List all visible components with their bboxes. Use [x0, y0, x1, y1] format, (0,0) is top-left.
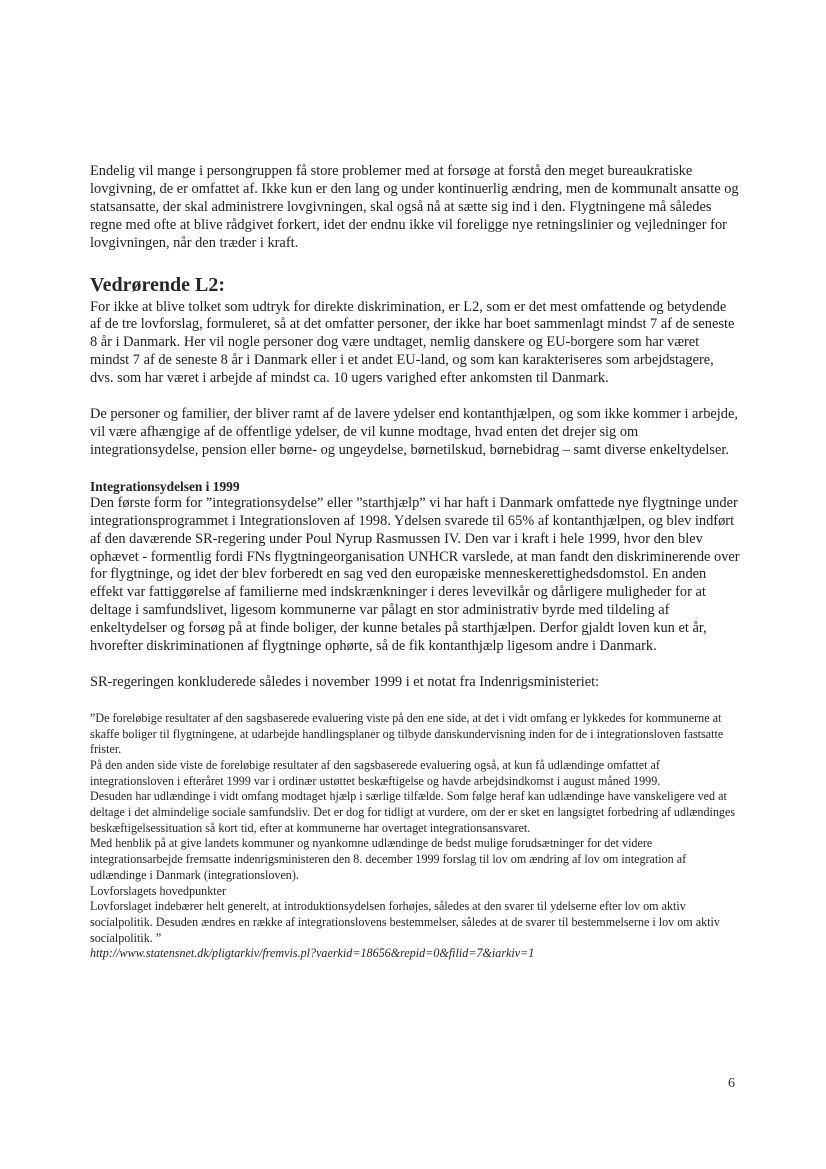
quote-line: ”De foreløbige resultater af den sagsbaserede evaluering viste på den ene side, at det i vidt omfang er lykkedes for kommunerne at skaffe boliger til flygtningene, at udarbejde handlingsplaner og tilbyde danskundervisning inden for de i integrationsloven fastsatte frister.	[90, 710, 724, 757]
section-paragraph-2: De personer og familier, der bliver ramt af de lavere ydelser end kontanthjælpen, og som ikke kommer i arbejde, vil være afhængige af de offentlige ydelser, de vil kunne modtage, hvad enten det drejer sig om integrationsydelse, pension eller børne- og ungeydelse, børnetilskud, børnebidrag – samt diverse enkeltydelser.	[90, 406, 738, 458]
block-quote	[90, 711, 740, 962]
quote-line: Lovforslaget indebærer helt generelt, at introduktionsydelsen forhøjes, således at den svarer til ydelserne efter lov om aktiv socialpolitik. Desuden ændres en række af integrationslovens bestemmelser, således at de svarer til bestemmelserne i lov om aktiv socialpolitik. ”	[90, 899, 720, 945]
source-url-link[interactable]: http://www.statensnet.dk/pligtarkiv/fremvis.pl?vaerkid=18656&repid=0&filid=7&iarkiv=1	[90, 946, 535, 961]
quote-line: Lovforslagets hovedpunkter	[90, 883, 227, 898]
quote-line: Desuden har udlændinge i vidt omfang modtaget hjælp i særlige tilfælde. Som følge heraf kan udlændinge have vanskeligere ved at deltage i det almindelige sociale samfundsliv. Det er dog for tidligt at vurdere, om der er sket en langsigtet forbedring af udlændinges beskæftigelsessituation så kort tid, efter at kommunerne har overtaget integrationsansvaret.	[90, 789, 736, 835]
subheading: Integrationsydelsen i 1999	[90, 478, 240, 494]
quote-line: På den anden side viste de foreløbige resultater af den sagsbaserede evaluering også, at kun få udlændinge omfattet af integrationsloven i efteråret 1999 var i ordinær ustøttet beskæftigelse og havde arbejdsindkomst i august måned 1999.	[90, 757, 661, 788]
page-content	[90, 163, 740, 962]
page-number: 6	[728, 1076, 735, 1091]
subsection-paragraph: Den første form for ”integrationsydelse” eller ”starthjælp” vi har haft i Danmark omfattede nye flygtninge under integrationsprogrammet i Integrationsloven af 1998. Ydelsen svarede til 65% af kontanthjælpen, og blev indført af den daværende SR-regering under Poul Nyrup Rasmussen IV. Den var i kraft i hele 1999, hvor den blev ophævet - formentlig fordi FNs flygtningeorganisation UNHCR varslede, at man fandt den diskriminerende over for flygtninge, og idet der blev forberedt en sag ved den europæiske menneskerettighedsdomstol. En anden effekt var fattiggørelse af familierne med indskrænkninger i deres levevilkår og dårligere muligheder for at deltage i samfundslivet, ligesom kommunerne var pålagt en stor administrativ byrde med tildeling af enkeltydelser og forsøg på at finde boliger, der kunne betales på starthjælpen. Derfor gjaldt loven kun et år, hvorefter diskriminationen af flygtninge ophørte, så de fik kontanthjælp ligesom andre i Danmark.	[90, 494, 740, 655]
intro-paragraph: Endelig vil mange i persongruppen få store problemer med at forsøge at forstå den meget bureaukratiske lovgivning, de er omfattet af. Ikke kun er den lang og under kontinuerlig ændring, men de kommunalt ansatte og statsansatte, der skal administrere lovgivningen, skal også nå at sætte sig ind i den. Flygtningene må således regne med ofte at blive rådgivet forkert, idet der endnu ikke vil foreligge nye retningslinier og vejledninger for lovgivningen, når den træder i kraft.	[90, 163, 739, 251]
conclusion-paragraph: SR-regeringen konkluderede således i november 1999 i et notat fra Indenrigsministeriet:	[90, 673, 600, 690]
section-paragraph-1: For ikke at blive tolket som udtryk for direkte diskrimination, er L2, som er det mest omfattende og betydende af de tre lovforslag, formuleret, så at det omfatter personer, der ikke har boet sammenlagt mindst 7 af de seneste 8 år i Danmark. Her vil nogle personer dog være undtaget, nemlig danskere og EU-borgere som har været mindst 7 af de seneste 8 år i Danmark eller i et andet EU-land, og som kan karakteriseres som arbejdstagere, dvs. som har været i arbejde af mindst ca. 10 ugers varighed efter ankomsten til Danmark.	[90, 298, 735, 387]
quote-line: Med henblik på at give landets kommuner og nyankomne udlændinge de bedst mulige forudsætninger for det videre integrationsarbejde fremsatte indenrigsministeren den 8. december 1999 forslag til lov om ændring af lov om integration af udlændinge i Danmark (integrationsloven).	[90, 836, 687, 882]
section-heading: Vedrørende L2:	[90, 273, 225, 296]
